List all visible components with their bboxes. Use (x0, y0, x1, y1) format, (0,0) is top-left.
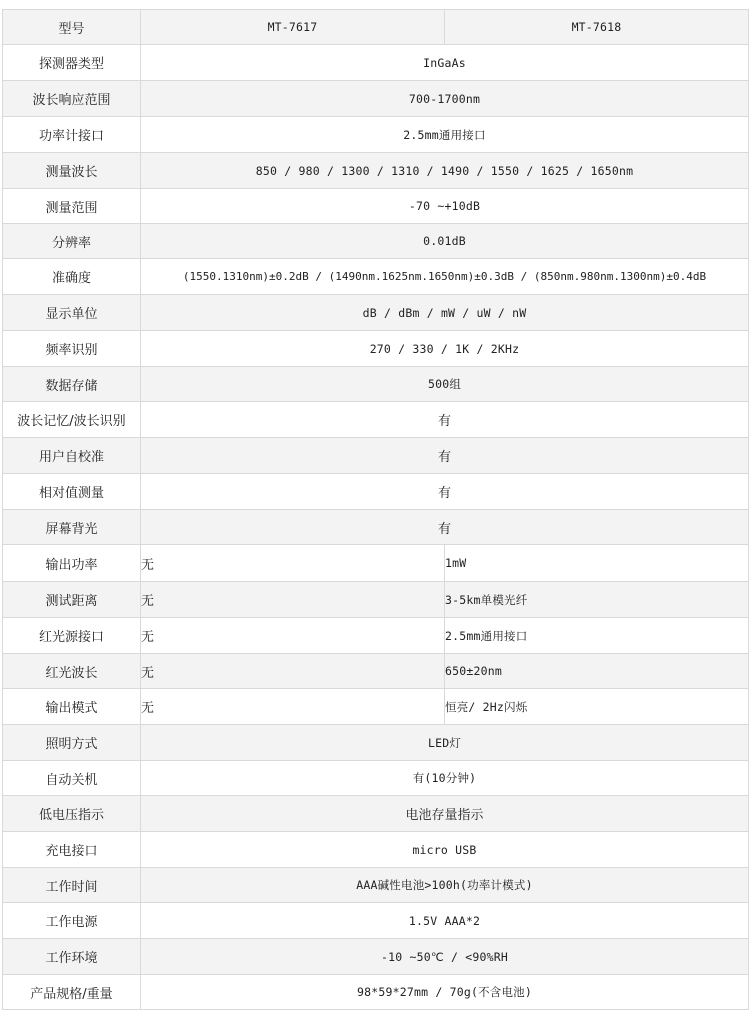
row-value: LED灯 (141, 725, 749, 761)
mt7618-value: 恒亮/ 2Hz闪烁 (445, 689, 749, 725)
row-label: 波长记忆/波长识别 (3, 402, 141, 438)
mt7617-value: 无 (141, 618, 445, 654)
spec-table (2, 9, 749, 1010)
row-value: 有 (141, 438, 749, 474)
row-label: 工作时间 (3, 868, 141, 903)
table-row (3, 259, 749, 295)
table-row (3, 45, 749, 81)
table-row (3, 438, 749, 474)
row-label: 充电接口 (3, 832, 141, 868)
row-value: dB / dBm / mW / uW / nW (141, 295, 749, 331)
row-value: -70 ~+10dB (141, 189, 749, 224)
table-row (3, 582, 749, 618)
table-row (3, 618, 749, 654)
row-value: -10 ~50℃ / <90%RH (141, 939, 749, 975)
row-label: 工作环境 (3, 939, 141, 975)
row-label: 输出模式 (3, 689, 141, 725)
row-label: 准确度 (3, 259, 141, 295)
row-value: 电池存量指示 (141, 796, 749, 832)
row-value: InGaAs (141, 45, 749, 81)
table-row (3, 939, 749, 975)
row-value: AAA碱性电池>100h(功率计模式) (141, 868, 749, 903)
row-label: 照明方式 (3, 725, 141, 761)
mt7617-value: 无 (141, 582, 445, 618)
row-label: 输出功率 (3, 545, 141, 582)
row-label: 探测器类型 (3, 45, 141, 81)
row-label: 测量范围 (3, 189, 141, 224)
mt7618-value: 650±20nm (445, 654, 749, 689)
mt7618-value: 1mW (445, 545, 749, 582)
table-row (3, 689, 749, 725)
mt7617-value: 无 (141, 689, 445, 725)
row-label: 工作电源 (3, 903, 141, 939)
table-row (3, 761, 749, 796)
mt7617-value: 无 (141, 545, 445, 582)
table-row (3, 474, 749, 510)
row-label: 低电压指示 (3, 796, 141, 832)
row-label: 用户自校准 (3, 438, 141, 474)
table-row (3, 153, 749, 189)
table-row (3, 654, 749, 689)
row-value: 270 / 330 / 1K / 2KHz (141, 331, 749, 367)
row-label: 显示单位 (3, 295, 141, 331)
table-row (3, 796, 749, 832)
row-label: 频率识别 (3, 331, 141, 367)
table-row (3, 903, 749, 939)
row-label: 自动关机 (3, 761, 141, 796)
header-label: 型号 (3, 10, 141, 45)
row-value: 有 (141, 510, 749, 545)
row-value: 有 (141, 402, 749, 438)
header-row (3, 10, 749, 45)
table-row (3, 331, 749, 367)
table-row (3, 117, 749, 153)
row-value: 1.5V AAA*2 (141, 903, 749, 939)
table-row (3, 367, 749, 402)
model-mt7617: MT-7617 (141, 10, 445, 45)
table-row (3, 545, 749, 582)
row-value: 有 (141, 474, 749, 510)
mt7618-value: 3-5km单模光纤 (445, 582, 749, 618)
table-row (3, 402, 749, 438)
row-value: 850 / 980 / 1300 / 1310 / 1490 / 1550 / 1625 / 1650nm (141, 153, 749, 189)
table-row (3, 81, 749, 117)
table-row (3, 224, 749, 259)
row-value: 有(10分钟) (141, 761, 749, 796)
row-label: 相对值测量 (3, 474, 141, 510)
table-row (3, 868, 749, 903)
row-label: 数据存储 (3, 367, 141, 402)
row-value: 98*59*27mm / 70g(不含电池) (141, 975, 749, 1010)
row-label: 功率计接口 (3, 117, 141, 153)
table-row (3, 510, 749, 545)
row-label: 产品规格/重量 (3, 975, 141, 1010)
row-value: 500组 (141, 367, 749, 402)
model-mt7618: MT-7618 (445, 10, 749, 45)
row-value: 0.01dB (141, 224, 749, 259)
row-label: 测量波长 (3, 153, 141, 189)
row-value: 700-1700nm (141, 81, 749, 117)
table-row (3, 295, 749, 331)
row-label: 红光源接口 (3, 618, 141, 654)
row-label: 波长响应范围 (3, 81, 141, 117)
table-row (3, 189, 749, 224)
mt7617-value: 无 (141, 654, 445, 689)
table-row (3, 832, 749, 868)
mt7618-value: 2.5mm通用接口 (445, 618, 749, 654)
table-row (3, 725, 749, 761)
row-value: 2.5mm通用接口 (141, 117, 749, 153)
row-label: 红光波长 (3, 654, 141, 689)
row-value: micro USB (141, 832, 749, 868)
row-label: 屏幕背光 (3, 510, 141, 545)
table-row (3, 975, 749, 1010)
row-label: 分辨率 (3, 224, 141, 259)
row-value: (1550.1310nm)±0.2dB / (1490nm.1625nm.1650nm)±0.3dB / (850nm.980nm.1300nm)±0.4dB (141, 259, 749, 295)
row-label: 测试距离 (3, 582, 141, 618)
